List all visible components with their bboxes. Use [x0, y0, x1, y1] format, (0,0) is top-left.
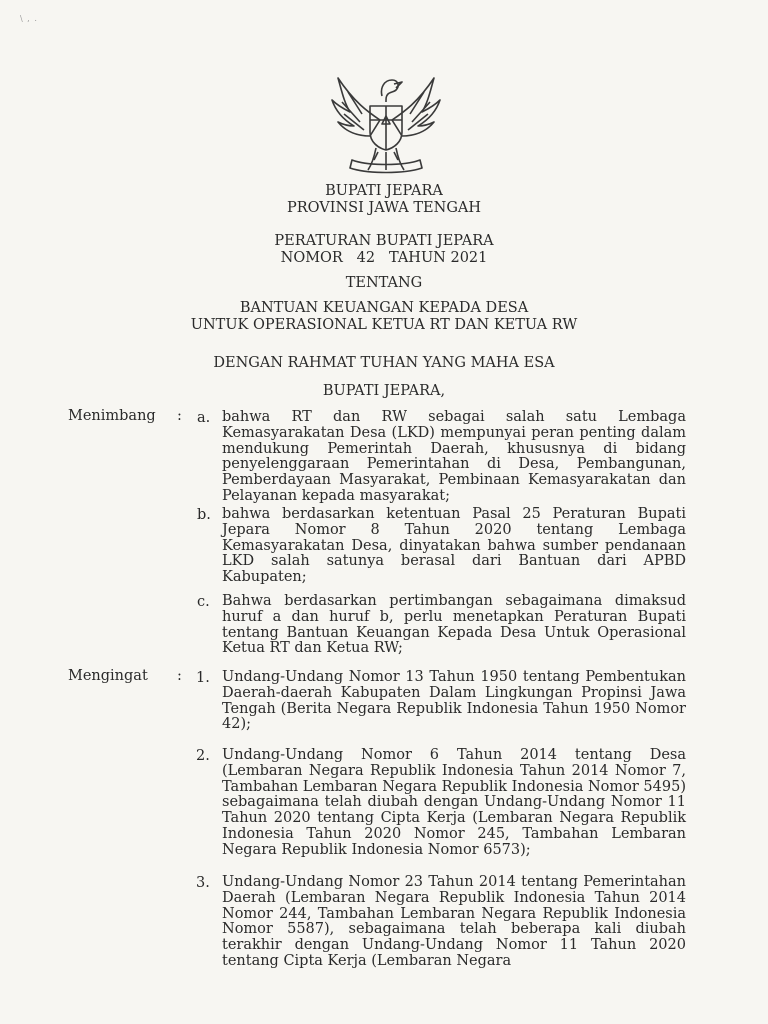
regulation-number: NOMOR 42 TAHUN 2021	[280, 250, 488, 266]
official-line: BUPATI JEPARA,	[322, 383, 446, 399]
menimbang-item-c: Bahwa berdasarkan pertimbangan sebagaimana dimaksud huruf a dan huruf b, perlu menetapkan Peraturan Bupati tentang Bantuan Keuangan Kepada Desa Untuk Operasional Ketua RT dan Ketua RW;	[222, 593, 686, 657]
mengingat-marker-2: 2.	[196, 748, 210, 764]
mengingat-marker-3: 3.	[196, 875, 210, 891]
mengingat-colon: :	[177, 668, 182, 684]
regulation-title: PERATURAN BUPATI JEPARA	[274, 233, 494, 249]
blessing-line: DENGAN RAHMAT TUHAN YANG MAHA ESA	[213, 355, 555, 371]
menimbang-marker-b: b.	[197, 507, 211, 523]
corner-mark: \ , .	[20, 14, 38, 23]
mengingat-item-2: Undang-Undang Nomor 6 Tahun 2014 tentang Desa (Lembaran Negara Republik Indonesia Tahun 2014 Nomor 7, Tambahan Lembaran Negara Republik Indonesia Nomor 5495) sebagaimana telah diubah dengan Undang-Undang Nomor 11 Tahun 2020 tentang Cipta Kerja (Lembaran Negara Republik Indonesia Tahun 2020 Nomor 245, Tambahan Lembaran Negara Republik Indonesia Nomor 6573);	[222, 747, 686, 858]
subject-line-2: UNTUK OPERASIONAL KETUA RT DAN KETUA RW	[190, 317, 578, 333]
subject-line-1: BANTUAN KEUANGAN KEPADA DESA	[239, 300, 529, 316]
menimbang-colon: :	[177, 408, 182, 424]
menimbang-marker-a: a.	[197, 410, 211, 426]
mengingat-label: Mengingat	[68, 668, 148, 684]
province-title: PROVINSI JAWA TENGAH	[286, 200, 482, 216]
mengingat-item-1: Undang-Undang Nomor 13 Tahun 1950 tentang Pembentukan Daerah-daerah Kabupaten Dalam Lingkungan Propinsi Jawa Tengah (Berita Negara Republik Indonesia Tahun 1950 Nomor 42);	[222, 669, 686, 733]
menimbang-marker-c: c.	[197, 594, 210, 610]
mengingat-item-3: Undang-Undang Nomor 23 Tahun 2014 tentang Pemerintahan Daerah (Lembaran Negara Republik Indonesia Tahun 2014 Nomor 244, Tambahan Lembaran Negara Republik Indonesia Nomor 5587), sebagaimana telah beberapa kali diubah terakhir dengan Undang-Undang Nomor 11 Tahun 2020 tentang Cipta Kerja (Lembaran Negara	[222, 874, 686, 969]
issuer-title: BUPATI JEPARA	[325, 183, 443, 199]
menimbang-item-a: bahwa RT dan RW sebagai salah satu Lembaga Kemasyarakatan Desa (LKD) mempunyai peran penting dalam mendukung Pemerintah Daerah, khususnya di bidang penyelenggaraan Pemerintahan di Desa, Pembangunan, Pemberdayaan Masyarakat, Pembinaan Kemasyarakatan dan Pelayanan kepada masyarakat;	[222, 409, 686, 504]
menimbang-item-b: bahwa berdasarkan ketentuan Pasal 25 Peraturan Bupati Jepara Nomor 8 Tahun 2020 tentang Lembaga Kemasyarakatan Desa, dinyatakan bahwa sumber pendanaan LKD salah satunya berasal dari Bantuan dari APBD Kabupaten;	[222, 506, 686, 586]
mengingat-marker-1: 1.	[196, 670, 210, 686]
about-label: TENTANG	[345, 275, 423, 291]
menimbang-label: Menimbang	[68, 408, 156, 424]
garuda-emblem-icon	[324, 62, 448, 182]
